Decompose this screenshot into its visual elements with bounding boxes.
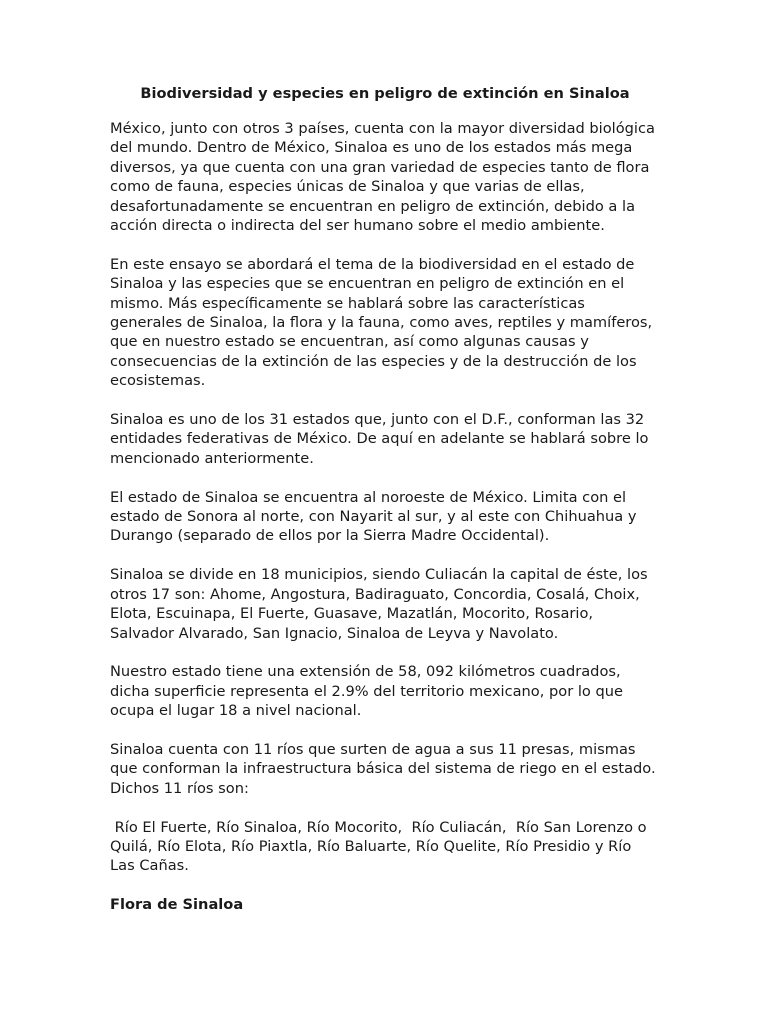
document-page [110,84,660,915]
paragraph-rivers-list: Río El Fuerte, Río Sinaloa, Río Mocorito, Río Culiacán, Río San Lorenzo o Quilá, Río Elota, Río Piaxtla, Río Baluarte, Río Quelite, Río Presidio y Río Las Cañas. [110,818,652,875]
paragraph-rivers-intro: Sinaloa cuenta con 11 ríos que surten de agua a sus 11 presas, mismas que conforman la infraestructura básica del sistema de riego en el estado. Dichos 11 ríos son: [110,740,656,797]
document-title: Biodiversidad y especies en peligro de extinción en Sinaloa [140,85,630,102]
paragraph-federal-entities: Sinaloa es uno de los 31 estados que, junto con el D.F., conforman las 32 entidades federativas de México. De aquí en adelante se hablará sobre lo mencionado anteriormente. [110,411,649,467]
section-heading-flora: Flora de Sinaloa [110,896,244,914]
paragraph-location: El estado de Sinaloa se encuentra al noroeste de México. Limita con el estado de Sonora al norte, con Nayarit al sur, y al este con Chihuahua y Durango (separado de ellos por la Sierra Madre Occidental). [110,488,637,545]
paragraph-municipalities: Sinaloa se divide en 18 municipios, siendo Culiacán la capital de éste, los otros 17 son: Ahome, Angostura, Badiraguato, Concordia, Cosalá, Choix, Elota, Escuinapa, El Fuerte, Guasave, Mazatlán, Mocorito, Rosario, Salvador Alvarado, San Ignacio, Sinaloa de Leyva y Navolato. [110,566,648,642]
paragraph-extension: Nuestro estado tiene una extensión de 58, 092 kilómetros cuadrados, dicha superficie representa el 2.9% del territorio mexicano, por lo que ocupa el lugar 18 a nivel nacional. [110,663,623,720]
paragraph-essay-scope: En este ensayo se abordará el tema de la biodiversidad en el estado de Sinaloa y las especies que se encuentran en peligro de extinción en el mismo. Más específicamente se hablará sobre las características generales de Sinaloa, la flora y la fauna, como aves, reptiles y mamíferos, que en nuestro estado se encuentran, así como algunas causas y consecuencias de la extinción de las especies y de la destrucción de los ecosistemas. [110,255,653,390]
paragraph-intro: México, junto con otros 3 países, cuenta con la mayor diversidad biológica del mundo. Dentro de México, Sinaloa es uno de los estados más mega diversos, ya que cuenta con una gran variedad de especies tanto de flora como de fauna, especies únicas de Sinaloa y que varias de ellas, desafortunadamente se encuentran en peligro de extinción, debido a la acción directa o indirecta del ser humano sobre el medio ambiente. [110,120,655,235]
